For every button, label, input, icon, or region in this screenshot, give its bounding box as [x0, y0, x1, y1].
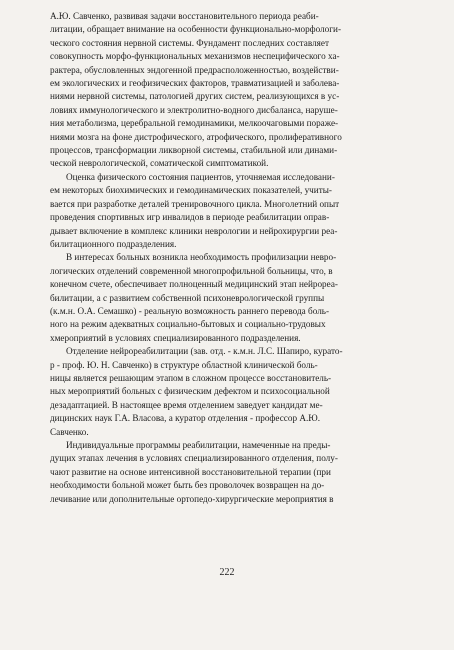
- text-line: логических отделений современной многопрофильной больницы, что, в: [50, 265, 333, 276]
- text-line: ницы является решающим этапом в сложном процессе восстановитель-: [50, 372, 332, 383]
- text-line: совокупность морфо-функциональных механизмов неспецифического ха-: [50, 51, 340, 62]
- text-line: ем экологических и геофизических факторов, травматизацией и заболева-: [50, 78, 340, 89]
- paragraph-3: [50, 251, 418, 345]
- paragraph-4: [50, 345, 418, 439]
- text-line: Савченко.: [50, 426, 89, 437]
- text-line: проведения спортивных игр инвалидов в периоде реабилитации оправ-: [50, 212, 330, 223]
- text-line: ния метаболизма, церебральной гемодинамики, мелкоочаговыми пораже-: [50, 118, 339, 129]
- text-line: ческого состояния нервной системы. Фундамент последних составляет: [50, 37, 329, 48]
- text-line: конечном счете, обеспечивает полноценный медицинский этап нейрореа-: [50, 279, 338, 290]
- text-line: билитации, а с развитием собственной психоневрологической группы: [50, 292, 325, 303]
- text-line: Отделение нейрореабилитации (зав. отд. - к.м.н. Л.С. Шапиро, курато-: [66, 346, 343, 357]
- paragraph-5: [50, 439, 418, 506]
- text-line: р - проф. Ю. Н. Савченко) в структуре областной клинической боль-: [50, 359, 318, 370]
- text-line: дывает включение в комплекс клиники неврологии и нейрохирургии реа-: [50, 225, 338, 236]
- text-line: В интересах больных возникла необходимость профилизации невро-: [66, 252, 337, 263]
- text-line: Индивидуальные программы реабилитации, намеченные на преды-: [66, 440, 331, 450]
- text-line: литации, обращает внимание на особенности функционально-морфологи-: [50, 24, 342, 35]
- text-line: чают развитие на основе интенсивной восстановительной терапии (при: [50, 466, 331, 477]
- text-line: ниями мозга на фоне дистрофического, атрофического, пролиферативного: [50, 131, 342, 142]
- text-line: лечивание или дополнительные ортопедо-хирургические мероприятия в: [50, 493, 334, 504]
- text-line: (к.м.н. О.А. Семашко) - реальную возможность раннего перевода боль-: [50, 305, 330, 316]
- paragraph-2: [50, 171, 418, 251]
- text-line: ниями нервной системы, патологией других систем, реализующихся в ус-: [50, 91, 340, 102]
- text-line: дезадаптацией. В настоящее время отделением заведует кандидат ме-: [50, 399, 323, 410]
- text-line: ем некоторых биохимических и гемодинамических показателей, учиты-: [50, 185, 332, 196]
- text-line: А.Ю. Савченко, развивая задачи восстановительного периода реаби-: [50, 11, 319, 21]
- paragraph-1: [50, 10, 418, 171]
- text-line: ных мероприятий больных с физическим дефектом и психосоциальной: [50, 386, 330, 397]
- text-line: рактера, обусловленных эндогенной предрасположенностью, воздействи-: [50, 64, 339, 75]
- text-line: ческой неврологической, соматической симптоматикой.: [50, 158, 269, 169]
- text-line: необходимости больной может быть без проволочек возвращен на до-: [50, 480, 325, 491]
- page-number: 222: [219, 567, 235, 578]
- text-line: дицинских наук Г.А. Власова, а куратор отделения - профессор А.Ю.: [50, 413, 321, 424]
- text-line: билитационного подразделения.: [50, 238, 177, 249]
- text-line: Оценка физического состояния пациентов, уточняемая исследовани-: [66, 171, 335, 182]
- text-line: хмероприятий в условиях специализированного подразделения.: [50, 332, 301, 343]
- text-line: ловиях иммунологического и электролитно-водного дисбаланса, наруше-: [50, 104, 338, 115]
- text-line: процессов, трансформации ликворной системы, стабильной или динами-: [50, 145, 338, 156]
- text-line: дущих этапах лечения в условиях специализированного отделения, полу-: [50, 453, 338, 464]
- text-line: ного на режим адекватных социально-бытовых и социально-трудовых: [50, 319, 326, 330]
- text-line: вается при разработке деталей тренировочного цикла. Многолетний опыт: [50, 198, 340, 209]
